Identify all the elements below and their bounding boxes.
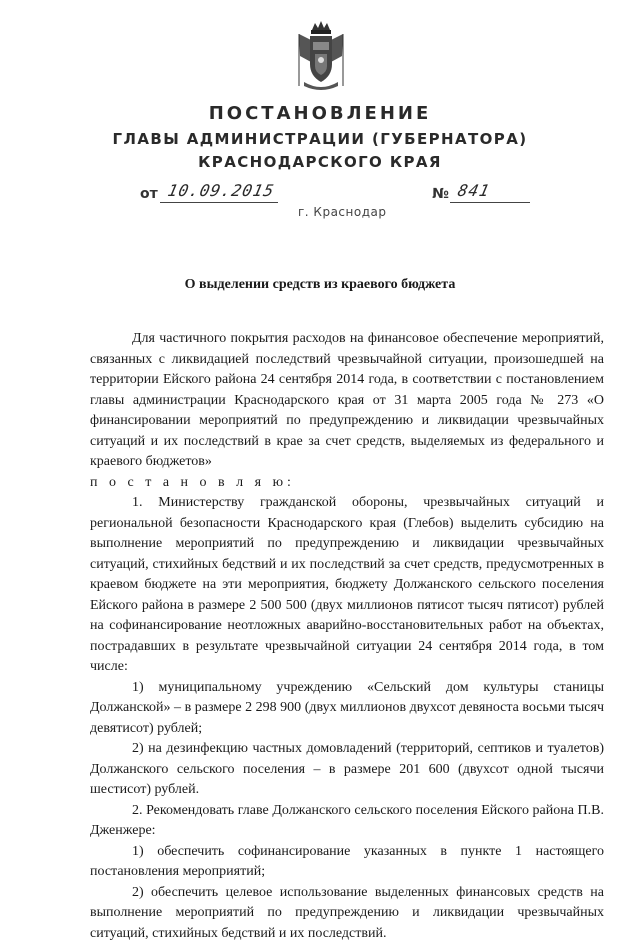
document-body (90, 329, 604, 944)
paragraph-1-item-1: 1) муниципальному учреждению «Сельский дом культуры станицы Должанской» – в размере 2 298 900 (двух миллионов двухсот девяноста восьми тысяч девятисот) рублей; (90, 678, 604, 740)
paragraph-1: 1. Министерству гражданской обороны, чрезвычайных ситуаций и региональной безопасности Краснодарского края (Глебов) выделить субсидию на выполнение мероприятий по предупреждению и ликвидации чрезвычайных ситуаций, стихийных бедствий и их последствий за счет средств, предусмотренных в краевом бюджете на эти мероприятия, бюджету Должанского сельского поселения Ейского района в размере 2 500 500 (двух миллионов пятисот тысяч пятисот) рублей на софинансирование неотложных аварийно-восстановительных работ на объектах, пострадавших в результате чрезвычайной ситуации 24 сентября 2014 года, в том числе: (90, 493, 604, 678)
date-value: 10.09.2015 (166, 181, 276, 200)
region-heading: КРАСНОДАРСКОГО КРАЯ (0, 153, 640, 171)
issuer-heading: ГЛАВЫ АДМИНИСТРАЦИИ (ГУБЕРНАТОРА) (0, 130, 640, 148)
paragraph-2-item-2: 2) обеспечить целевое использование выделенных финансовых средств на выполнение мероприятий по предупреждению и ликвидации чрезвычайных ситуаций, стихийных бедствий и их последствий. (90, 883, 604, 944)
date-label: от (140, 186, 158, 202)
coat-of-arms-icon (296, 20, 346, 94)
number-underline (450, 202, 530, 203)
paragraph-2: 2. Рекомендовать главе Должанского сельского поселения Ейского района П.В. Дженжере: (90, 801, 604, 842)
paragraph-1-item-2: 2) на дезинфекцию частных домовладений (территорий, септиков и туалетов) Должанского сельского поселения – в размере 201 600 (двухсот одной тысячи шестисот) рублей. (90, 739, 604, 801)
document-type-heading: ПОСТАНОВЛЕНИЕ (0, 103, 640, 124)
number-label: № (432, 186, 449, 202)
resolve-phrase: п о с т а н о в л я ю: (90, 473, 604, 494)
city-label: г. Краснодар (298, 205, 386, 219)
intro-paragraph: Для частичного покрытия расходов на финансовое обеспечение мероприятий, связанных с ликвидацией последствий чрезвычайной ситуации, произошедшей на территории Ейского района 24 сентября 2014 года, в соответствии с постановлением главы администрации Краснодарского края от 31 марта 2005 года № 273 «О финансировании мероприятий по предупреждению и ликвидации чрезвычайных ситуаций и их последствий в крае за счет средств, выделяемых из федерального и краевого бюджетов» (90, 329, 604, 473)
date-underline (160, 202, 278, 203)
document-title: О выделении средств из краевого бюджета (0, 277, 640, 293)
number-value: 841 (456, 181, 492, 200)
paragraph-2-item-1: 1) обеспечить софинансирование указанных в пункте 1 настоящего постановления мероприятий; (90, 842, 604, 883)
